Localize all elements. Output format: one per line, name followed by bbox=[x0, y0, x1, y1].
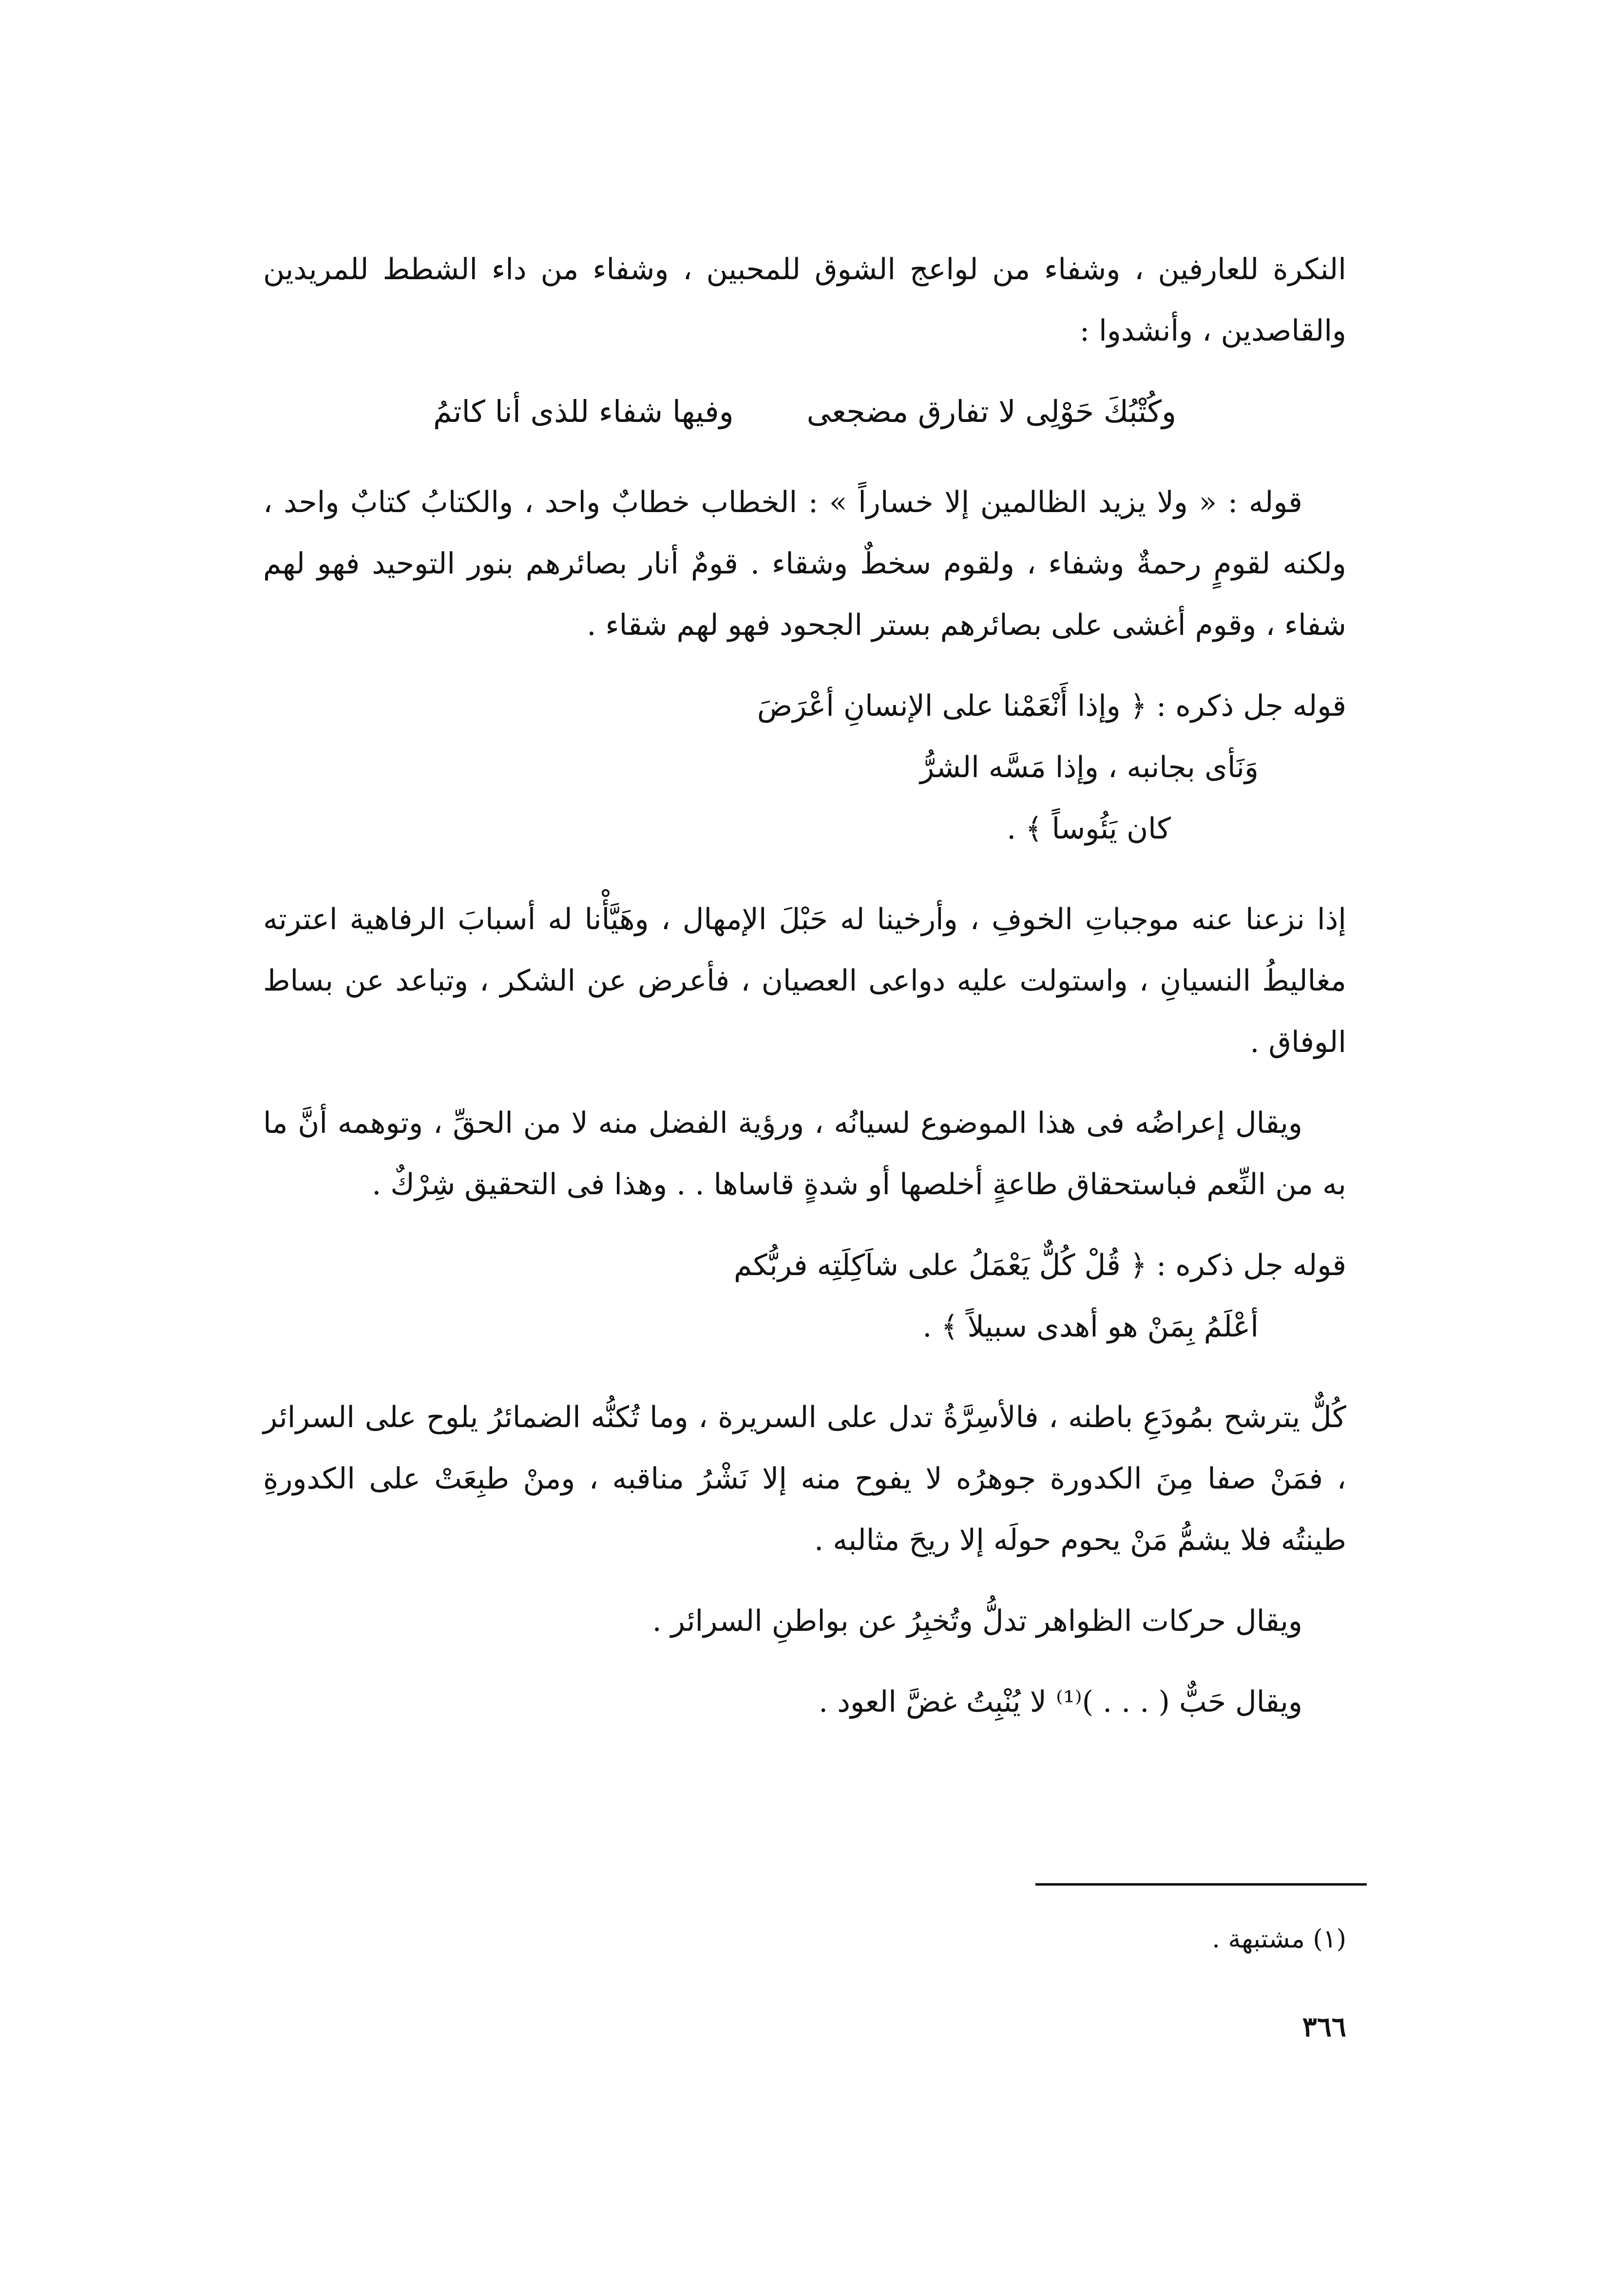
page-number: ٣٦٦ bbox=[1302, 2011, 1346, 2043]
quran-quote-1-line-3: كان يَئُوساً ﴾ . bbox=[1007, 812, 1171, 846]
quran-quote-2-line-2: أعْلَمُ بِمَنْ هو أهدى سبيلاً ﴾ . bbox=[922, 1310, 1259, 1344]
footnote: (١) مشتبهة . bbox=[1212, 1925, 1346, 1954]
paragraph-5: كُلٌّ يترشح بمُودَعِ باطنه ، فالأسِرَّةُ تدل على السريرة ، وما تُكنُّه الضمائرُ يلوح على السرائر ، فمَنْ صفا مِنَ الكدورة جوهرُه لا يفوح منه إلا نَشْرُ مناقبه ، ومنْ طبِعَتْ على الكدورةِ طينتُه فلا يشمُّ مَنْ يحوم حولَه إلا ريحَ مثالبه . bbox=[263, 1400, 1346, 1557]
quran-quote-2-line-1: قوله جل ذكره : ﴿ قُلْ كُلٌّ يَعْمَلُ على شاَكِلَتِه فربُّكم bbox=[734, 1248, 1346, 1282]
verse-hemistich-right: وكُتْبُكَ حَوْلِى لا تفارق مضجعى bbox=[806, 394, 1177, 429]
quran-quote-1-line-2: وَنَأى بجانبه ، وإذا مَسَّه الشرُّ bbox=[920, 750, 1259, 784]
paragraph-6: ويقال حركات الظواهر تدلُّ وتُخبِرُ عن بواطنِ السرائر . bbox=[652, 1604, 1302, 1638]
page-body bbox=[263, 239, 1346, 1752]
paragraph-7: ويقال حَبٌّ ( . . . )⁽¹⁾ لا يُنْبِتُ غضَّ العود . bbox=[819, 1685, 1302, 1719]
quran-quote-1 bbox=[263, 675, 1346, 859]
paragraph-4: ويقال إعراضُه فى هذا الموضوع لسيانُه ، ورؤية الفضل منه لا من الحقِّ ، وتوهمه أنَّ ما به من النِّعم فباستحقاق طاعةٍ أخلصها أو شدةٍ قاساها . . وهذا فى التحقيق شِرْكٌ . bbox=[263, 1106, 1346, 1202]
quran-quote-2 bbox=[263, 1235, 1346, 1357]
paragraph-3: إذا نزعنا عنه موجباتِ الخوفِ ، وأرخينا له حَبْلَ الإمهال ، وهَيَّأْنا له أسبابَ الرفاهية اعترته مغاليطُ النسيانِ ، واستولت عليه دواعى العصيان ، فأعرض عن الشكر ، وتباعد عن بساط الوفاق . bbox=[263, 902, 1346, 1059]
poem-verse bbox=[263, 381, 1346, 442]
paragraph-1: النكرة للعارفين ، وشفاء من لواعج الشوق للمحبين ، وشفاء من داء الشطط للمريدين والقاصدين ، وأنشدوا : bbox=[263, 252, 1346, 348]
quran-quote-1-line-1: قوله جل ذكره : ﴿ وإذا أَنْعَمْنا على الإنسانِ أعْرَضَ bbox=[757, 689, 1346, 723]
paragraph-2: قوله : « ولا يزيد الظالمين إلا خساراً » : الخطاب خطابٌ واحد ، والكتابُ كتابٌ واحد ، ولكنه لقومٍ رحمةٌ وشفاء ، ولقوم سخطٌ وشقاء . قومٌ أنار بصائرهم بنور التوحيد فهو لهم شفاء ، وقوم أغشى على بصائرهم بستر الجحود فهو لهم شقاء . bbox=[263, 485, 1346, 642]
footnote-divider bbox=[1035, 1883, 1367, 1886]
verse-hemistich-left: وفيها شفاء للذى أنا كاتمُ bbox=[433, 394, 734, 429]
